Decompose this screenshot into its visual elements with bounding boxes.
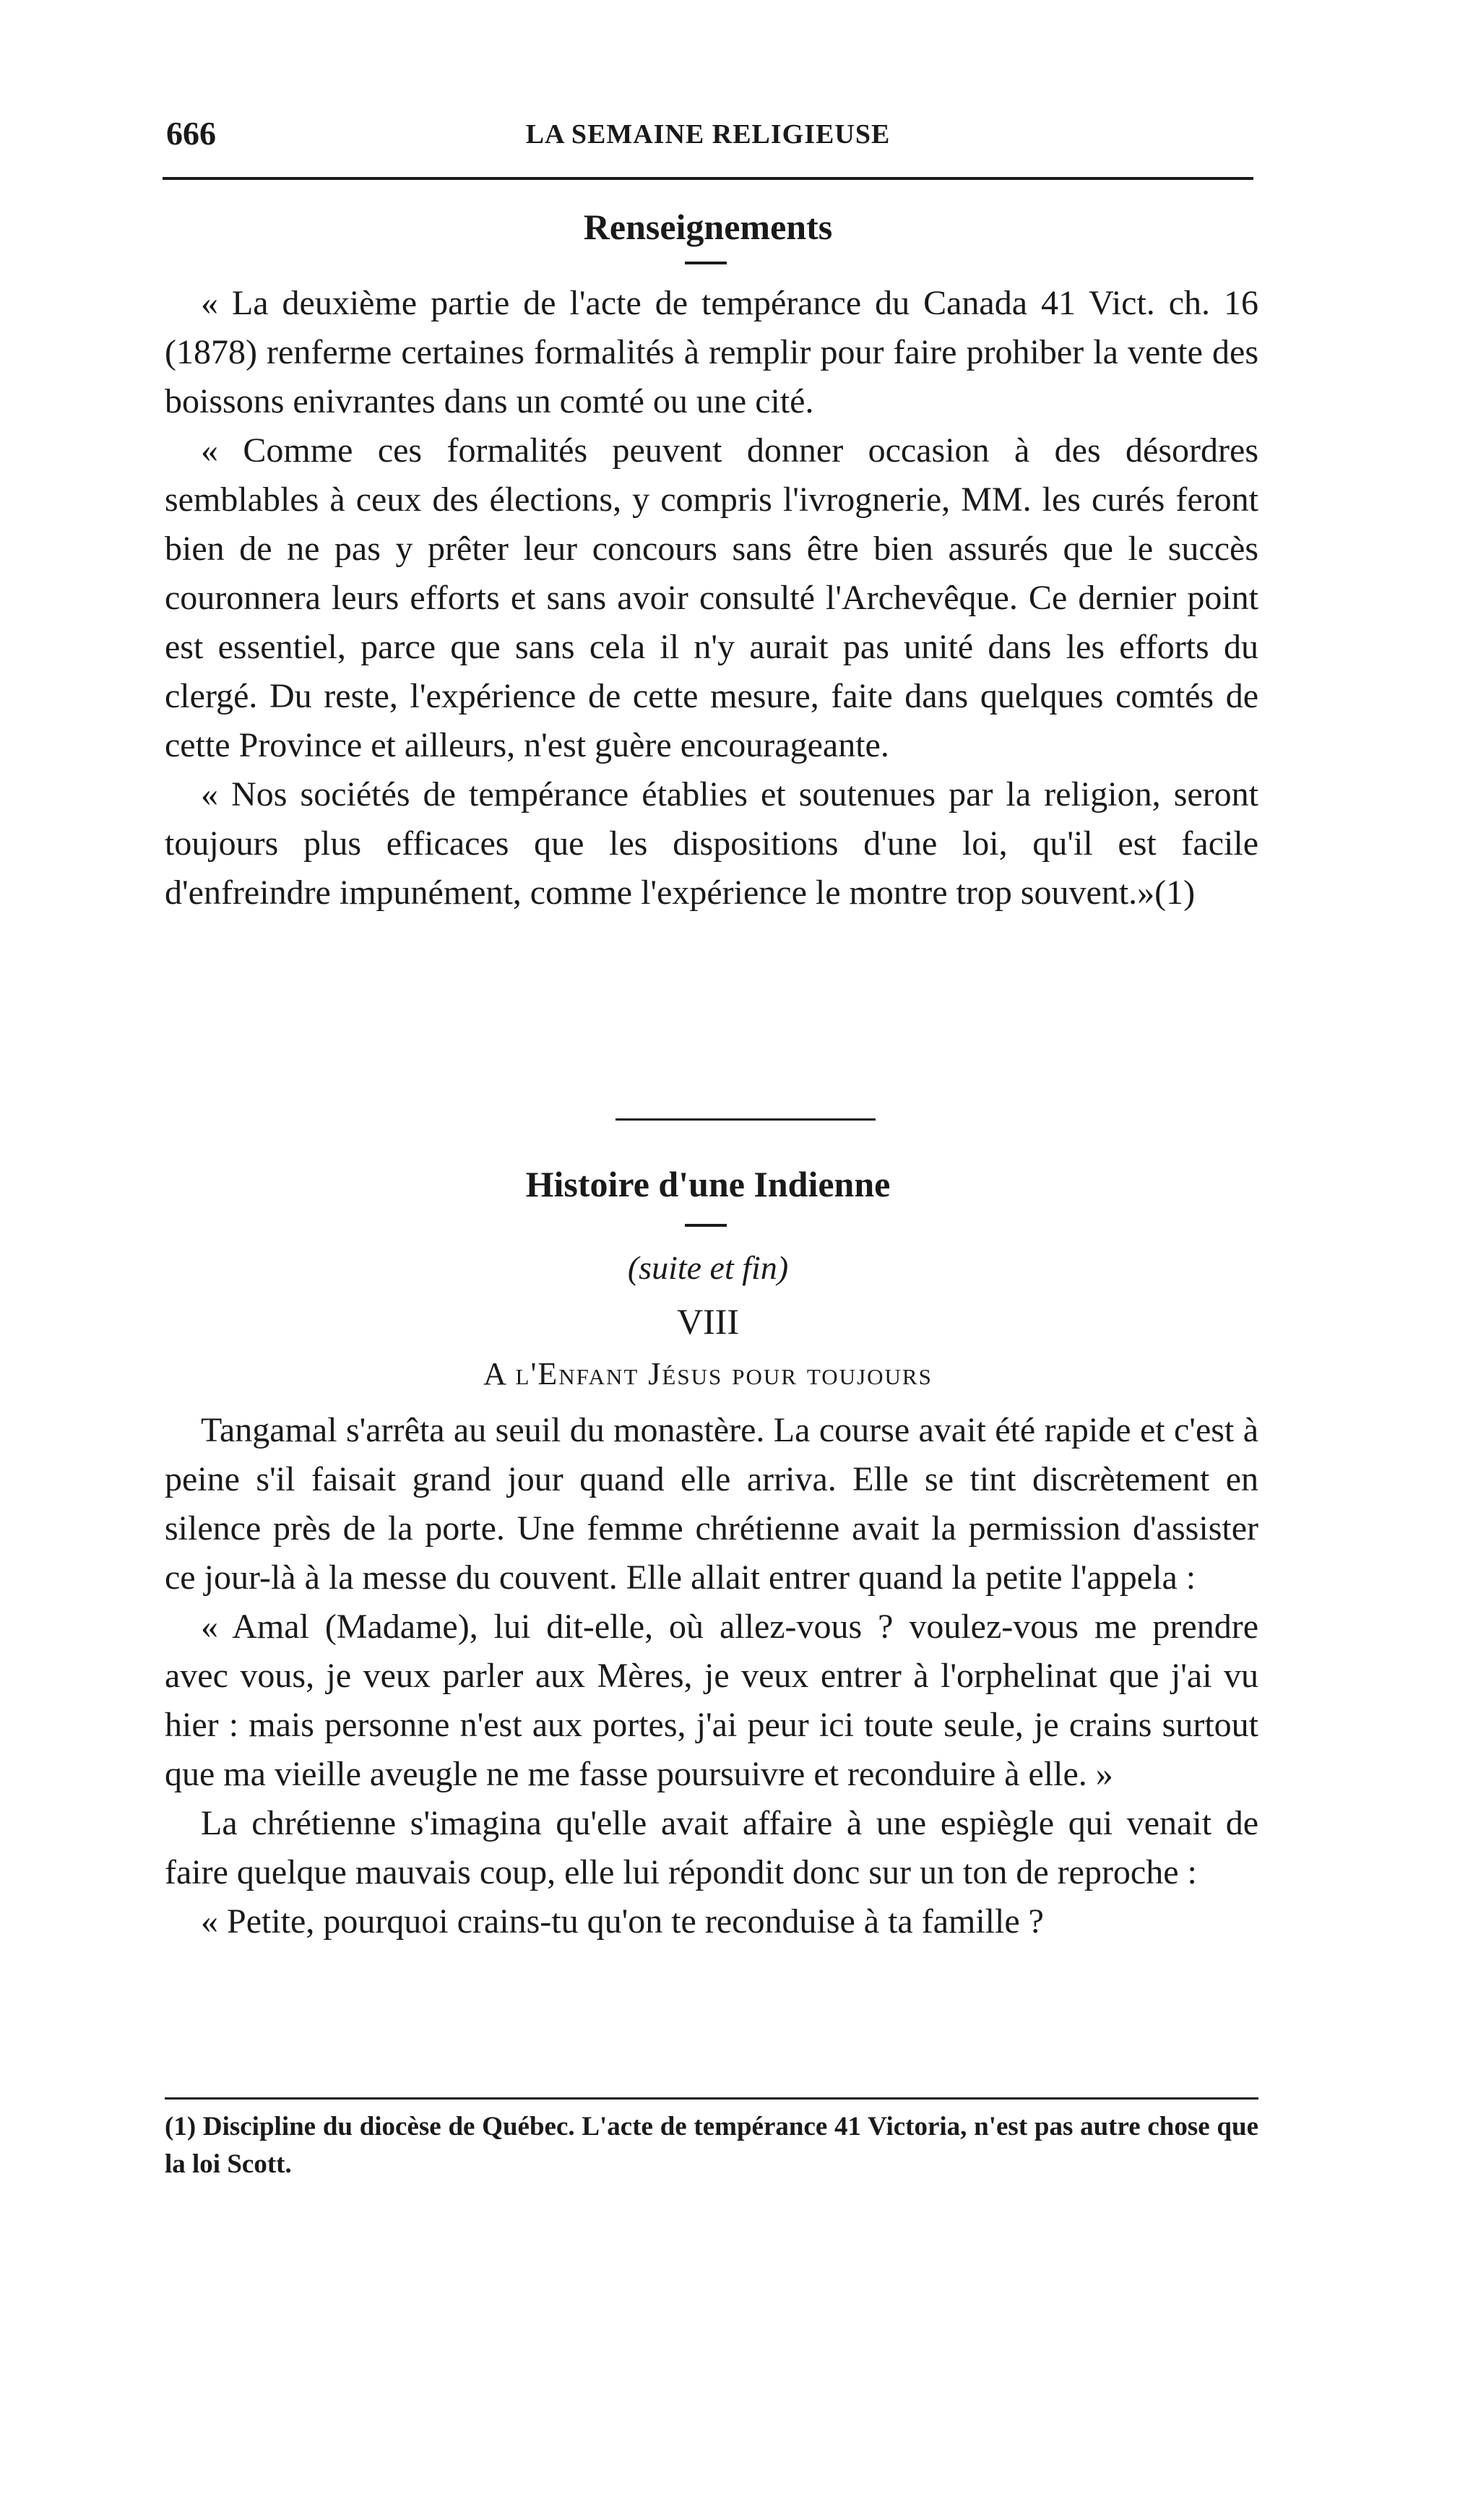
paragraph: « La deuxième partie de l'acte de tempérance du Canada 41 Vict. ch. 16 (1878) renferme certaines formalités à remplir pour faire prohiber la vente des boissons enivrantes dans un comté ou une cité. bbox=[165, 284, 1258, 420]
paragraph: « Amal (Madame), lui dit-elle, où allez-vous ? voulez-vous me prendre avec vous, je veux parler aux Mères, je veux entrer à l'orphelinat que j'ai vu hier : mais personne n'est aux portes, j'ai peur ici toute seule, je crains surtout que ma vieille aveugle ne me fasse poursuivre et reconduire à elle. » bbox=[165, 1608, 1258, 1793]
paragraph: La chrétienne s'imagina qu'elle avait affaire à une espiègle qui venait de faire quelque mauvais coup, elle lui répondit donc sur un ton de reproche : bbox=[165, 1804, 1258, 1891]
title-dash bbox=[685, 262, 727, 264]
chapter-title: A l'Enfant Jésus pour toujours bbox=[483, 1356, 933, 1391]
section-subtitle: (suite et fin) bbox=[627, 1249, 789, 1286]
footnote-rule bbox=[165, 2097, 1258, 2100]
section2-body bbox=[165, 1406, 1258, 1946]
paragraph: Tangamal s'arrêta au seuil du monastère. La course avait été rapide et c'est à peine s'il faisait grand jour quand elle arriva. Elle se tint discrètement en silence près de la porte. Une femme chrétienne avait la permission d'assister ce jour-là à la messe du couvent. Elle allait entrer quand la petite l'appela : bbox=[165, 1411, 1258, 1597]
paragraph: « Petite, pourquoi crains-tu qu'on te reconduise à ta famille ? bbox=[201, 1902, 1044, 1941]
section-separator bbox=[615, 1118, 876, 1121]
footnote: (1) Discipline du diocèse de Québec. L'acte de tempérance 41 Victoria, n'est pas autre chose que la loi Scott. bbox=[165, 2112, 1258, 2179]
page-number: 666 bbox=[166, 115, 216, 152]
section-title-renseignements: Renseignements bbox=[583, 207, 833, 247]
section-title-histoire: Histoire d'une Indienne bbox=[525, 1164, 891, 1204]
section1-body bbox=[165, 279, 1258, 918]
running-head bbox=[166, 108, 1250, 159]
header-rule bbox=[163, 177, 1253, 180]
paragraph: « Nos sociétés de tempérance établies et soutenues par la religion, seront toujours plus efficaces que les dispositions d'une loi, qu'il est facile d'enfreindre impunément, comme l'expérience le montre trop souvent.»(1) bbox=[165, 775, 1258, 912]
title-dash bbox=[685, 1224, 727, 1227]
paragraph: « Comme ces formalités peuvent donner occasion à des désordres semblables à ceux des élections, y compris l'ivrognerie, MM. les curés feront bien de ne pas y prêter leur concours sans être bien assurés que le succès couronnera leurs efforts et sans avoir consulté l'Archevêque. Ce dernier point est essentiel, parce que sans cela il n'y aurait pas unité dans les efforts du clergé. Du reste, l'expérience de cette mesure, faite dans quelques comtés de cette Province et ailleurs, n'est guère encourageante. bbox=[165, 431, 1258, 764]
chapter-number: VIII bbox=[676, 1301, 740, 1342]
running-title: LA SEMAINE RELIGIEUSE bbox=[525, 119, 891, 150]
